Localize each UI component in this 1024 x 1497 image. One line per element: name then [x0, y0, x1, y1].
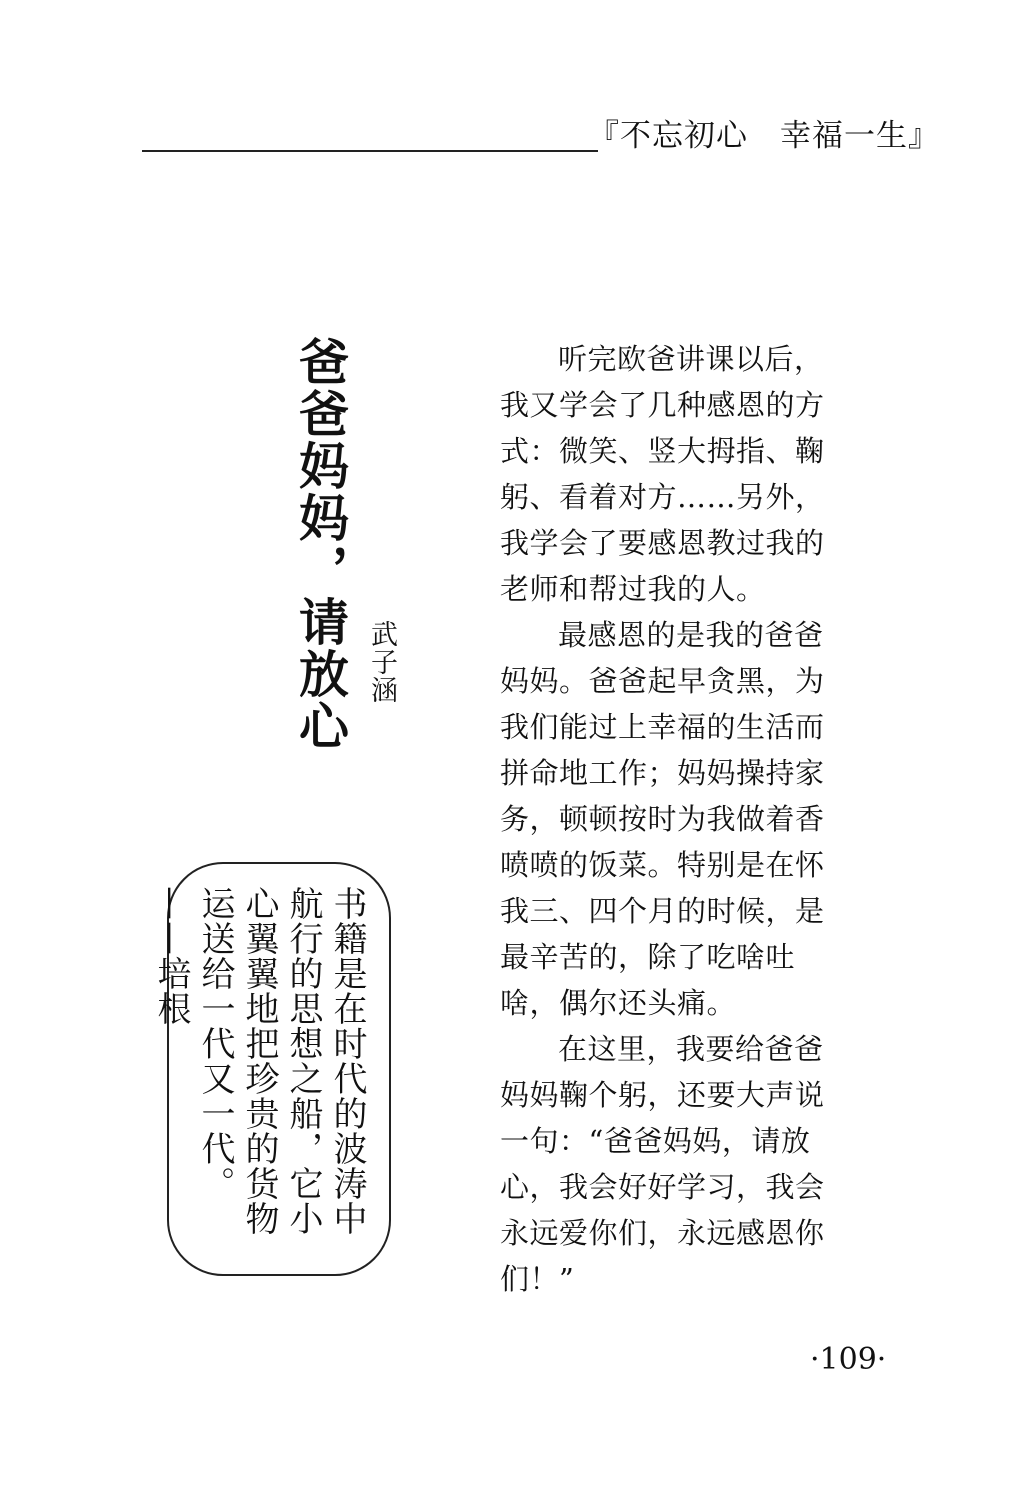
article-paragraph-1: 听完欧爸讲课以后，我又学会了几种感恩的方式：微笑、竖大拇指、鞠躬、看着对方……另外，我学会了要感恩教过我的老师和帮过我的人。 — [500, 342, 825, 606]
article-author: 武子涵 — [366, 620, 397, 704]
quote-box — [151, 862, 391, 1276]
page-number: ·109· — [810, 1342, 887, 1377]
article-body — [500, 336, 850, 1302]
header-rule — [142, 150, 598, 152]
article-paragraph-3: 在这里，我要给爸爸妈妈鞠个躬，还要大声说一句：“爸爸妈妈，请放心，我会好好学习，我会永远爱你们，永远感恩你们！” — [500, 1032, 825, 1296]
article-paragraph-2: 最感恩的是我的爸爸妈妈。爸爸起早贪黑，为我们能过上幸福的生活而拼命地工作；妈妈操持家务，顿顿按时为我做着香喷喷的饭菜。特别是在怀我三、四个月的时候，是最辛苦的，除了吃啥吐啥，偶尔还头痛。 — [500, 618, 825, 1020]
quote-text: 书籍是在时代的波涛中航行的思想之船，它小心翼翼地把珍贵的货物运送给一代又一代。——培根 — [151, 886, 367, 1236]
article-title: 爸爸妈妈，请放心 — [291, 336, 350, 752]
section-header-title: 『不忘初心 幸福一生』 — [588, 118, 940, 154]
